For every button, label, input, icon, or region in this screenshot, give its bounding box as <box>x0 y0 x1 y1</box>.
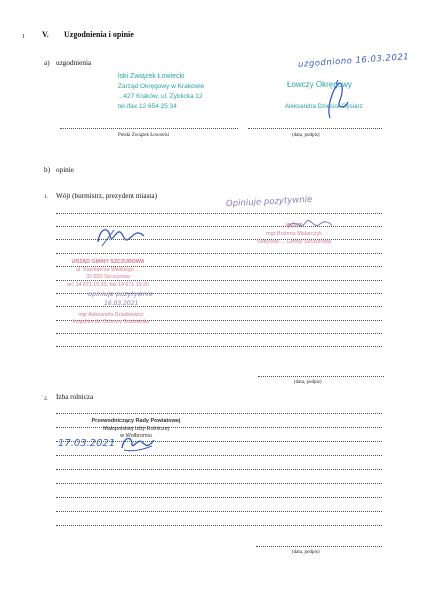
handwritten-date-left: 16.03.2021 <box>104 300 139 307</box>
stamp-line: WÓJT <box>286 223 302 229</box>
stamp-line: lski Związek Łowiecki <box>118 73 185 80</box>
part-a-title: uzgodnienia <box>56 59 92 67</box>
item-2-number: 2. <box>44 396 49 402</box>
handwritten-opinion-left: opiniuje pozytywnie <box>88 290 153 298</box>
corner-mark: 1 <box>22 34 25 40</box>
stamp-line: 32-820 Szczurowa <box>86 274 130 280</box>
part-b-title: opinie <box>56 166 74 174</box>
office-stamp-header: · · · · · · · · <box>85 209 127 215</box>
caption-date-a: (data, podpis) <box>292 133 320 138</box>
stamp-line: mgr Bożena Malarczyk <box>266 231 322 237</box>
stamp-line: Sołtysów ... Gminy Szczurowa <box>257 239 331 245</box>
part-a-label: a) <box>44 59 50 67</box>
section-number: V. <box>42 30 49 39</box>
stamp-line: tel./fax 12 654 25 34 <box>118 103 177 110</box>
item-1-title: Wójt (burmistrz, prezydent miasta) <box>56 192 157 200</box>
stamp-line: tel. 14 671 15 33, fax 14 671 15 26 <box>67 281 149 288</box>
stamp-line: ...427 Kraków, ul. Zyblicka 12 <box>118 93 203 100</box>
handwritten-approval: uzgodniono 16.03.2021 <box>297 52 410 70</box>
signature-a <box>316 78 356 122</box>
signer-title-stamp: Łowczy Okręgowy <box>287 80 352 89</box>
section-title: Uzgodnienia i opinie <box>64 30 134 39</box>
item-1-number: 1. <box>44 194 49 200</box>
handwritten-opinion: Opiniuje pozytywnie <box>225 194 313 210</box>
signature-mayor <box>284 214 336 234</box>
signature-clerk <box>94 222 150 252</box>
office-stamp <box>62 259 154 289</box>
stamp-line: Przewodniczący Rady Powiatowej <box>91 418 181 424</box>
caption-date-b1: (data, podpis) <box>294 380 322 385</box>
stamp-line: URZĄD GMINY SZCZUROWA <box>71 259 145 265</box>
stamp-line: Zarząd Okręgowy w Krakowie <box>118 83 205 90</box>
stamp-line: ul. Kazimierza Wielkiego ... <box>76 266 140 273</box>
signer-name-stamp: Aleksandra Dziecioł-Gęsiarz <box>285 103 363 110</box>
part-b-label: b) <box>44 166 50 174</box>
caption-date-b2: (data, podpis) <box>292 550 320 555</box>
stamp-line: Małopolskiej Izby Rolniczej <box>103 425 169 432</box>
stamp-line: w Wolbromiu <box>120 433 152 439</box>
item-2-title: Izba rolnicza <box>56 393 94 401</box>
signature-chamber <box>118 432 158 454</box>
handwritten-date-chamber: 17.03.2021 <box>58 438 116 449</box>
association-stamp <box>118 72 204 112</box>
inspector-stamp <box>66 312 156 326</box>
caption-association: Polski Związek Łowiecki <box>118 133 170 138</box>
stamp-line: Inspektor ds. Ochrony Środowiska <box>72 319 150 325</box>
stamp-line: mgr Aleksandra Dziadkiewicz <box>78 312 144 318</box>
